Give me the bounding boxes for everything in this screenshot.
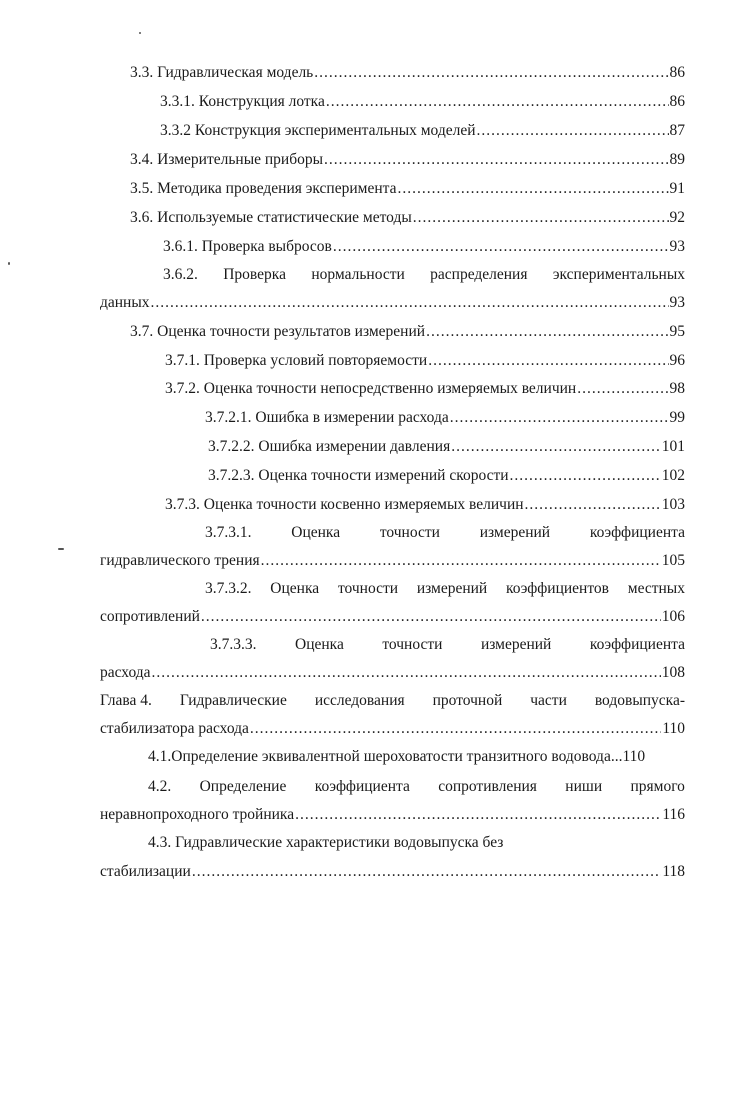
entry-title-word: точности (379, 524, 440, 541)
toc-entry-line1 (148, 778, 685, 796)
entry-title-cont: сопротивлений (100, 608, 200, 625)
entry-title-word: распределения (430, 266, 528, 283)
entry-page: 116 (662, 806, 685, 823)
entry-number: 3.7. (130, 323, 154, 340)
entry-title: Гидравлические характеристики водовыпуска без (175, 834, 504, 851)
toc-entry (130, 180, 685, 198)
entry-title-word: измерений (480, 636, 552, 653)
entry-number: 3.5. (130, 180, 154, 197)
dot-leader (477, 122, 669, 140)
toc-entry (130, 151, 685, 169)
entry-number: 3.3. (130, 64, 154, 81)
toc-entry (163, 238, 685, 256)
entry-title-word: коэффициента (589, 636, 685, 653)
dot-leader (451, 438, 661, 456)
entry-page: 93 (669, 238, 685, 255)
toc-entry (208, 467, 685, 485)
toc-entry-line2 (100, 608, 685, 626)
dot-leader (314, 64, 668, 82)
entry-number: 3.7.2.2. (208, 438, 255, 455)
entry-title: Определение эквивалентной шероховатости транзитного водовода... (171, 748, 623, 765)
entry-number: 3.3.2 (160, 122, 191, 139)
toc-entry (165, 380, 685, 398)
entry-title-cont: расхода (100, 664, 151, 681)
entry-page: 110 (622, 748, 646, 765)
dot-leader (295, 806, 661, 824)
chapter-number: Глава 4. (100, 692, 152, 709)
entry-title-word: коэффициента (589, 524, 685, 541)
entry-title: Оценка точности результатов измерений (157, 323, 426, 340)
toc-entry (130, 323, 685, 341)
toc-entry-line2 (100, 806, 685, 824)
entry-page: 86 (669, 64, 685, 81)
entry-page: 108 (661, 664, 685, 681)
entry-page: 99 (669, 409, 685, 426)
entry-title: Конструкция экспериментальных моделей (194, 122, 476, 139)
entry-title-cont: гидравлического трения (100, 552, 260, 569)
entry-title-word: Определение (199, 778, 287, 795)
dot-leader (450, 409, 669, 427)
entry-page: 102 (661, 467, 685, 484)
toc-chapter-line2 (100, 720, 685, 738)
entry-title-word: Оценка (295, 636, 344, 653)
dot-leader (192, 863, 661, 881)
dot-leader (324, 151, 668, 169)
toc-entry-line2 (100, 294, 685, 312)
entry-number: 3.7.2.1. (205, 409, 252, 426)
entry-number: 3.6.1. (163, 238, 198, 255)
entry-number: 4.2. (148, 778, 172, 795)
entry-page: 86 (669, 93, 685, 110)
entry-title: Методика проведения эксперимента (157, 180, 397, 197)
entry-number: 4.3. (148, 834, 172, 851)
entry-title: Ошибка измерении давления (258, 438, 451, 455)
toc-entry (208, 438, 685, 456)
entry-page: 95 (669, 323, 685, 340)
entry-title-word: точности (382, 636, 443, 653)
entry-number: 3.7.3.3. (210, 636, 257, 653)
scan-speck (8, 262, 10, 265)
dot-leader (510, 467, 661, 485)
entry-page: 87 (669, 122, 685, 139)
dot-leader (201, 608, 661, 626)
entry-number: 3.7.3.2. (205, 580, 252, 597)
dot-leader (326, 93, 669, 111)
entry-title: Измерительные приборы (157, 151, 324, 168)
entry-number: 3.7.3.1. (205, 524, 252, 541)
entry-title-word: Оценка (291, 524, 341, 541)
entry-title-word: местных (627, 580, 685, 597)
dot-leader (428, 352, 668, 370)
entry-page: 92 (669, 209, 685, 226)
entry-page: 103 (661, 496, 685, 513)
toc-entry (160, 93, 685, 111)
entry-number: 3.4. (130, 151, 154, 168)
entry-number: 3.7.1. (165, 352, 200, 369)
dot-leader (151, 294, 669, 312)
entry-title-word: точности (337, 580, 399, 597)
toc-entry (130, 64, 685, 82)
entry-page: 105 (661, 552, 685, 569)
dot-leader (577, 380, 668, 398)
dot-leader (333, 238, 669, 256)
entry-title-word: Гидравлические (179, 692, 287, 709)
entry-title-word: части (530, 692, 567, 709)
dot-leader (426, 323, 668, 341)
entry-number: 3.7.3. (165, 496, 200, 513)
entry-number: 3.7.2.3. (208, 467, 255, 484)
entry-number: 4.1. (148, 748, 172, 765)
entry-title-cont: стабилизатора расхода (100, 720, 249, 737)
entry-title-word: коэффициентов (506, 580, 609, 597)
entry-title-word: прямого (630, 778, 685, 795)
entry-page: 89 (669, 151, 685, 168)
entry-title-word: коэффициента (314, 778, 410, 795)
toc-entry-line1 (205, 580, 685, 598)
toc-entry-line1 (163, 266, 685, 284)
toc-entry-line2 (100, 552, 685, 570)
dot-leader (261, 552, 661, 570)
entry-page: 93 (669, 294, 685, 311)
entry-title-word: Оценка (270, 580, 320, 597)
toc-entry-line1 (148, 834, 685, 852)
entry-title: Оценка точности косвенно измеряемых величин (203, 496, 524, 513)
toc-entry (205, 409, 685, 427)
dot-leader (397, 180, 668, 198)
scan-speck (58, 548, 64, 550)
entry-title: Оценка точности непосредственно измеряемых величин (203, 380, 577, 397)
entry-title-word: сопротивления (438, 778, 537, 795)
entry-page: 106 (661, 608, 685, 625)
entry-title: Гидравлическая модель (157, 64, 314, 81)
entry-title-word: водовыпуска- (594, 692, 685, 709)
entry-title-word: измерений (479, 524, 551, 541)
entry-page: 101 (661, 438, 685, 455)
entry-title-word: ниши (565, 778, 603, 795)
entry-title-cont: неравнопроходного тройника (100, 806, 295, 823)
entry-title: Проверка условий повторяемости (203, 352, 428, 369)
entry-title-cont: стабилизации (100, 863, 191, 880)
entry-title: Проверка выбросов (201, 238, 332, 255)
toc-entry-line2 (100, 664, 685, 682)
dot-leader (525, 496, 661, 514)
entry-page: 98 (669, 380, 685, 397)
toc-entry (160, 122, 685, 140)
entry-page: 118 (662, 863, 685, 880)
toc-entry-line1 (205, 524, 685, 542)
entry-number: 3.7.2. (165, 380, 200, 397)
dot-leader (250, 720, 661, 738)
entry-number: 3.6.2. (163, 266, 198, 283)
dot-leader (413, 209, 669, 227)
toc-entry (165, 496, 685, 514)
toc-entry (165, 352, 685, 370)
entry-number: 3.3.1. (160, 93, 195, 110)
entry-page: 110 (662, 720, 685, 737)
toc-entry-line2 (100, 863, 685, 881)
entry-title: Оценка точности измерений скорости (258, 467, 509, 484)
toc-entry-line1 (210, 636, 685, 654)
entry-page: 96 (669, 352, 685, 369)
entry-title-word: проточной (432, 692, 503, 709)
toc-entry (148, 748, 685, 766)
toc-entry (130, 209, 685, 227)
entry-title-word: нормальности (311, 266, 405, 283)
dot-leader (152, 664, 661, 682)
entry-title: Конструкция лотка (198, 93, 325, 110)
entry-title-word: измерений (416, 580, 488, 597)
entry-title-cont: данных (100, 294, 150, 311)
entry-number: 3.6. (130, 209, 154, 226)
entry-title-word: исследования (314, 692, 405, 709)
entry-page: 91 (669, 180, 685, 197)
entry-title-word: Проверка (223, 266, 286, 283)
entry-title: Ошибка в измерении расхода (255, 409, 449, 426)
entry-title-word: экспериментальных (552, 266, 685, 283)
toc-chapter-line1 (100, 692, 685, 710)
entry-title: Используемые статистические методы (157, 209, 412, 226)
scan-speck (139, 32, 141, 34)
